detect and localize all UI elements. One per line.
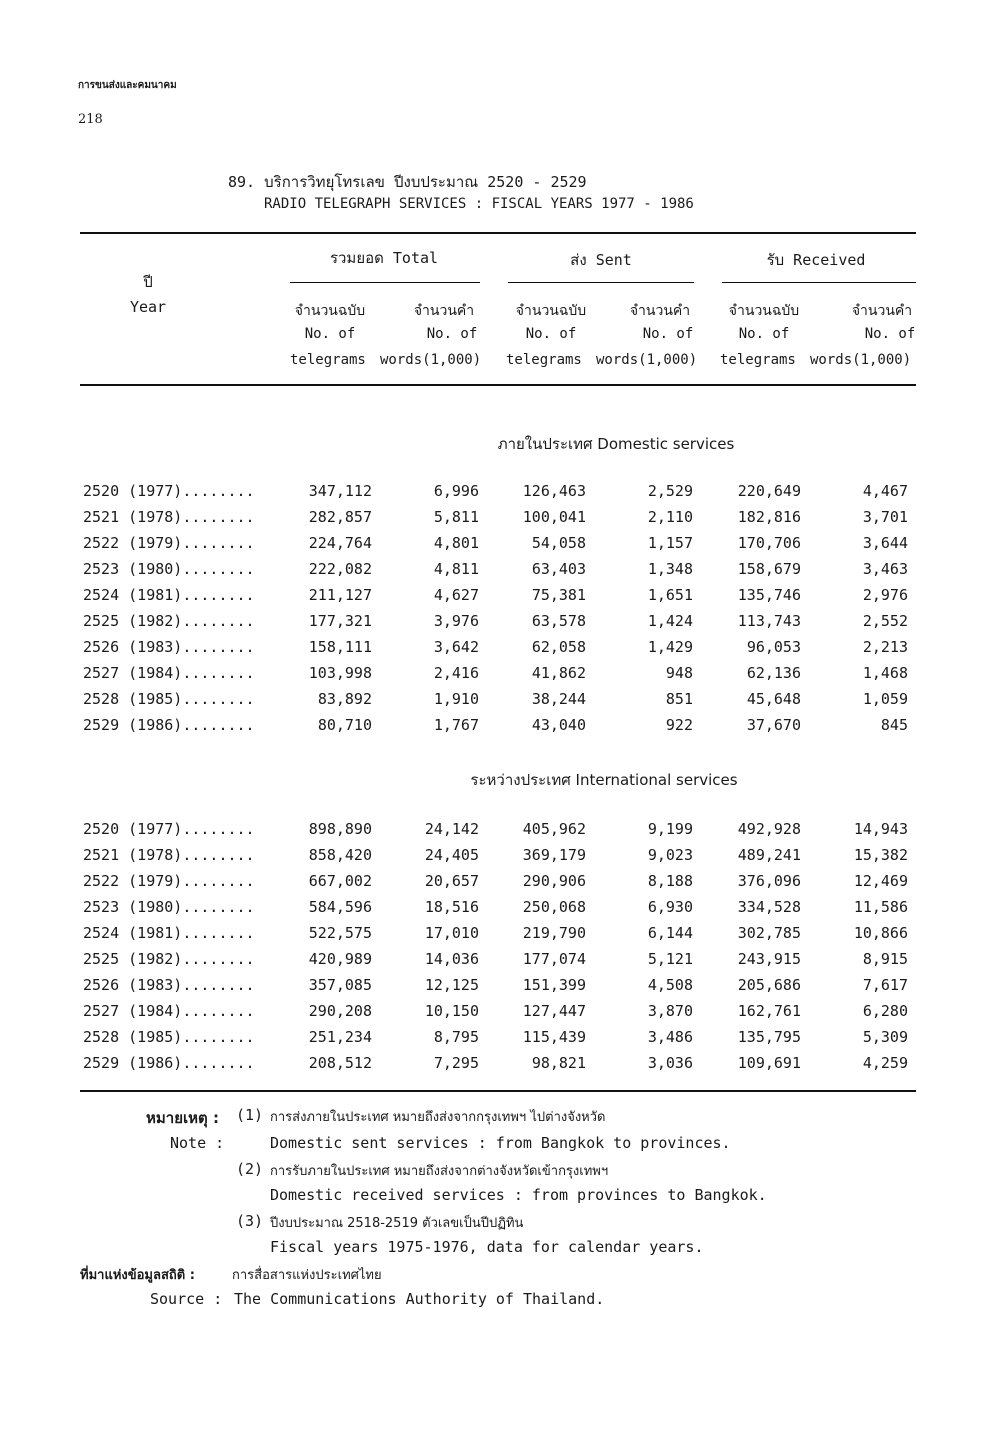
note-2-th: การรับภายในประเทศ หมายถึงส่งจากต่างจังหวัดเข้ากรุงเทพฯ xyxy=(270,1164,609,1179)
row-value: 170,706 xyxy=(737,534,801,552)
row-value: 10,150 xyxy=(424,1002,479,1020)
row-value: 182,816 xyxy=(737,508,801,526)
row-value: 54,058 xyxy=(531,534,586,552)
row-value: 1,910 xyxy=(433,690,479,708)
row-value: 369,179 xyxy=(522,846,586,864)
row-value: 420,989 xyxy=(308,950,372,968)
row-value: 667,002 xyxy=(308,872,372,890)
row-value: 3,486 xyxy=(647,1028,693,1046)
row-value: 96,053 xyxy=(746,638,801,656)
row-year: 2526 (1983)........ xyxy=(83,638,255,656)
table-row xyxy=(80,508,916,534)
row-year: 2522 (1979)........ xyxy=(83,872,255,890)
row-value: 405,962 xyxy=(522,820,586,838)
note-1-en: Domestic sent services : from Bangkok to provinces. xyxy=(270,1134,731,1152)
row-value: 205,686 xyxy=(737,976,801,994)
row-value: 1,424 xyxy=(647,612,693,630)
row-value: 135,795 xyxy=(737,1028,801,1046)
table-row xyxy=(80,846,916,872)
row-value: 220,649 xyxy=(737,482,801,500)
note-2-en: Domestic received services : from provinces to Bangkok. xyxy=(270,1186,767,1204)
table-row xyxy=(80,976,916,1002)
row-year: 2527 (1984)........ xyxy=(83,664,255,682)
row-value: 158,111 xyxy=(308,638,372,656)
row-value: 2,529 xyxy=(647,482,693,500)
row-value: 1,767 xyxy=(433,716,479,734)
row-value: 41,862 xyxy=(531,664,586,682)
row-value: 17,010 xyxy=(424,924,479,942)
note-label-th: หมายเหตุ : xyxy=(146,1109,219,1127)
row-value: 103,998 xyxy=(308,664,372,682)
row-year: 2523 (1980)........ xyxy=(83,898,255,916)
row-value: 4,811 xyxy=(433,560,479,578)
row-value: 1,651 xyxy=(647,586,693,604)
note-1-num: (1) xyxy=(236,1106,264,1124)
row-value: 1,059 xyxy=(862,690,908,708)
section-domestic-label: ภายในประเทศ Domestic services xyxy=(497,435,735,453)
row-year: 2521 (1978)........ xyxy=(83,846,255,864)
row-value: 845 xyxy=(880,716,908,734)
row-value: 290,208 xyxy=(308,1002,372,1020)
row-value: 4,508 xyxy=(647,976,693,994)
row-value: 113,743 xyxy=(737,612,801,630)
table-row xyxy=(80,690,916,716)
row-value: 2,552 xyxy=(862,612,908,630)
row-value: 290,906 xyxy=(522,872,586,890)
row-value: 4,467 xyxy=(862,482,908,500)
row-value: 251,234 xyxy=(308,1028,372,1046)
row-value: 2,213 xyxy=(862,638,908,656)
col2-th: จำนวนคำ xyxy=(413,303,475,319)
row-value: 158,679 xyxy=(737,560,801,578)
col5-unit: telegrams xyxy=(720,352,796,368)
row-value: 522,575 xyxy=(308,924,372,942)
row-value: 4,259 xyxy=(862,1054,908,1072)
row-value: 63,403 xyxy=(531,560,586,578)
row-value: 282,857 xyxy=(308,508,372,526)
row-value: 208,512 xyxy=(308,1054,372,1072)
row-value: 127,447 xyxy=(522,1002,586,1020)
row-value: 2,416 xyxy=(433,664,479,682)
row-value: 2,110 xyxy=(647,508,693,526)
note-3-th: ปีงบประมาณ 2518-2519 ตัวเลขเป็นปีปฏิทิน xyxy=(270,1216,524,1231)
row-value: 14,943 xyxy=(853,820,908,838)
note-3-num: (3) xyxy=(236,1212,264,1230)
bottom-rule xyxy=(80,1090,916,1092)
row-value: 6,144 xyxy=(647,924,693,942)
col3-no-of: No. of xyxy=(525,326,577,342)
section-international-label: ระหว่างประเทศ International services xyxy=(470,771,738,789)
row-value: 347,112 xyxy=(308,482,372,500)
row-value: 1,429 xyxy=(647,638,693,656)
row-value: 162,761 xyxy=(737,1002,801,1020)
col5-th: จำนวนฉบับ xyxy=(728,303,800,319)
row-year: 2521 (1978)........ xyxy=(83,508,255,526)
row-value: 3,701 xyxy=(862,508,908,526)
col3-unit: telegrams xyxy=(506,352,582,368)
row-value: 3,644 xyxy=(862,534,908,552)
row-value: 12,125 xyxy=(424,976,479,994)
row-value: 250,068 xyxy=(522,898,586,916)
row-value: 1,468 xyxy=(862,664,908,682)
page-number: 218 xyxy=(78,112,103,127)
row-value: 8,915 xyxy=(862,950,908,968)
table-row xyxy=(80,716,916,742)
row-value: 4,627 xyxy=(433,586,479,604)
group-sent-underline xyxy=(508,282,694,283)
row-value: 492,928 xyxy=(737,820,801,838)
row-value: 5,309 xyxy=(862,1028,908,1046)
row-value: 3,870 xyxy=(647,1002,693,1020)
row-value: 3,976 xyxy=(433,612,479,630)
row-value: 12,469 xyxy=(853,872,908,890)
row-value: 7,295 xyxy=(433,1054,479,1072)
group-total-label: รวมยอด Total xyxy=(329,249,439,267)
row-value: 489,241 xyxy=(737,846,801,864)
col4-no-of: No. of xyxy=(642,326,694,342)
row-year: 2529 (1986)........ xyxy=(83,1054,255,1072)
row-value: 7,617 xyxy=(862,976,908,994)
group-received-label: รับ Received xyxy=(766,251,866,269)
row-value: 109,691 xyxy=(737,1054,801,1072)
row-value: 243,915 xyxy=(737,950,801,968)
row-value: 224,764 xyxy=(308,534,372,552)
table-row xyxy=(80,534,916,560)
row-value: 4,801 xyxy=(433,534,479,552)
row-year: 2523 (1980)........ xyxy=(83,560,255,578)
table-title-en: RADIO TELEGRAPH SERVICES : FISCAL YEARS 1977 - 1986 xyxy=(264,196,694,212)
row-value: 222,082 xyxy=(308,560,372,578)
row-value: 80,710 xyxy=(317,716,372,734)
row-year: 2524 (1981)........ xyxy=(83,924,255,942)
row-value: 83,892 xyxy=(317,690,372,708)
row-value: 126,463 xyxy=(522,482,586,500)
row-value: 24,142 xyxy=(424,820,479,838)
row-value: 211,127 xyxy=(308,586,372,604)
row-year: 2520 (1977)........ xyxy=(83,482,255,500)
year-header-en: Year xyxy=(129,298,167,316)
row-value: 948 xyxy=(665,664,693,682)
row-value: 1,157 xyxy=(647,534,693,552)
col6-th: จำนวนคำ xyxy=(851,303,913,319)
row-value: 3,463 xyxy=(862,560,908,578)
row-value: 10,866 xyxy=(853,924,908,942)
row-value: 3,036 xyxy=(647,1054,693,1072)
row-year: 2525 (1982)........ xyxy=(83,612,255,630)
row-value: 6,280 xyxy=(862,1002,908,1020)
row-year: 2528 (1985)........ xyxy=(83,1028,255,1046)
table-title-th: 89. บริการวิทยุโทรเลข ปีงบประมาณ 2520 - 2529 xyxy=(228,173,587,191)
source-label-th: ที่มาแห่งข้อมูลสถิติ : xyxy=(80,1268,195,1283)
row-value: 98,821 xyxy=(531,1054,586,1072)
row-value: 14,036 xyxy=(424,950,479,968)
table-row xyxy=(80,586,916,612)
col4-unit: words(1,000) xyxy=(596,352,698,368)
row-value: 24,405 xyxy=(424,846,479,864)
table-row xyxy=(80,924,916,950)
row-value: 75,381 xyxy=(531,586,586,604)
row-value: 63,578 xyxy=(531,612,586,630)
row-value: 9,199 xyxy=(647,820,693,838)
table-row xyxy=(80,612,916,638)
col1-th: จำนวนฉบับ xyxy=(294,303,366,319)
row-value: 8,795 xyxy=(433,1028,479,1046)
table-row xyxy=(80,560,916,586)
row-value: 9,023 xyxy=(647,846,693,864)
row-value: 584,596 xyxy=(308,898,372,916)
row-value: 922 xyxy=(665,716,693,734)
header-rule xyxy=(80,384,916,386)
row-value: 6,996 xyxy=(433,482,479,500)
table-row xyxy=(80,638,916,664)
row-value: 858,420 xyxy=(308,846,372,864)
group-total-underline xyxy=(290,282,480,283)
table-row xyxy=(80,482,916,508)
row-value: 115,439 xyxy=(522,1028,586,1046)
row-value: 5,811 xyxy=(433,508,479,526)
year-header-th: ปี xyxy=(143,273,153,291)
row-value: 177,074 xyxy=(522,950,586,968)
row-year: 2529 (1986)........ xyxy=(83,716,255,734)
top-rule xyxy=(80,232,916,234)
row-value: 135,746 xyxy=(737,586,801,604)
source-th: การสื่อสารแห่งประเทศไทย xyxy=(232,1268,382,1283)
source-label-en: Source : xyxy=(150,1290,223,1308)
page-header: การขนส่งและคมนาคม xyxy=(78,80,177,91)
row-value: 376,096 xyxy=(737,872,801,890)
col4-th: จำนวนคำ xyxy=(629,303,691,319)
row-value: 5,121 xyxy=(647,950,693,968)
table-row xyxy=(80,1028,916,1054)
row-value: 18,516 xyxy=(424,898,479,916)
row-value: 177,321 xyxy=(308,612,372,630)
col6-no-of: No. of xyxy=(864,326,916,342)
note-1-th: การส่งภายในประเทศ หมายถึงส่งจากกรุงเทพฯ ไปต่างจังหวัด xyxy=(270,1110,606,1125)
table-row xyxy=(80,950,916,976)
table-row xyxy=(80,664,916,690)
col2-unit: words(1,000) xyxy=(380,352,482,368)
row-year: 2524 (1981)........ xyxy=(83,586,255,604)
table-row xyxy=(80,898,916,924)
col3-th: จำนวนฉบับ xyxy=(515,303,587,319)
col6-unit: words(1,000) xyxy=(810,352,912,368)
note-label-en: Note : xyxy=(170,1134,225,1152)
row-value: 8,188 xyxy=(647,872,693,890)
row-value: 37,670 xyxy=(746,716,801,734)
row-year: 2520 (1977)........ xyxy=(83,820,255,838)
row-value: 6,930 xyxy=(647,898,693,916)
row-value: 898,890 xyxy=(308,820,372,838)
row-year: 2525 (1982)........ xyxy=(83,950,255,968)
row-value: 357,085 xyxy=(308,976,372,994)
row-value: 151,399 xyxy=(522,976,586,994)
row-value: 2,976 xyxy=(862,586,908,604)
col1-unit: telegrams xyxy=(290,352,366,368)
row-value: 43,040 xyxy=(531,716,586,734)
source-en: The Communications Authority of Thailand. xyxy=(234,1290,605,1308)
row-value: 15,382 xyxy=(853,846,908,864)
row-value: 851 xyxy=(665,690,693,708)
row-value: 219,790 xyxy=(522,924,586,942)
row-value: 45,648 xyxy=(746,690,801,708)
row-year: 2522 (1979)........ xyxy=(83,534,255,552)
row-value: 3,642 xyxy=(433,638,479,656)
row-value: 62,058 xyxy=(531,638,586,656)
row-value: 20,657 xyxy=(424,872,479,890)
col5-no-of: No. of xyxy=(738,326,790,342)
row-year: 2528 (1985)........ xyxy=(83,690,255,708)
table-row xyxy=(80,1054,916,1080)
row-value: 38,244 xyxy=(531,690,586,708)
group-received-underline xyxy=(722,282,916,283)
col2-no-of: No. of xyxy=(426,326,478,342)
row-value: 100,041 xyxy=(522,508,586,526)
row-value: 1,348 xyxy=(647,560,693,578)
row-value: 11,586 xyxy=(853,898,908,916)
table-row xyxy=(80,1002,916,1028)
row-value: 302,785 xyxy=(737,924,801,942)
row-value: 62,136 xyxy=(746,664,801,682)
table-row xyxy=(80,872,916,898)
note-2-num: (2) xyxy=(236,1160,264,1178)
note-3-en: Fiscal years 1975-1976, data for calendar years. xyxy=(270,1238,704,1256)
group-sent-label: ส่ง Sent xyxy=(570,251,632,269)
col1-no-of: No. of xyxy=(304,326,356,342)
row-year: 2526 (1983)........ xyxy=(83,976,255,994)
row-year: 2527 (1984)........ xyxy=(83,1002,255,1020)
table-row xyxy=(80,820,916,846)
row-value: 334,528 xyxy=(737,898,801,916)
